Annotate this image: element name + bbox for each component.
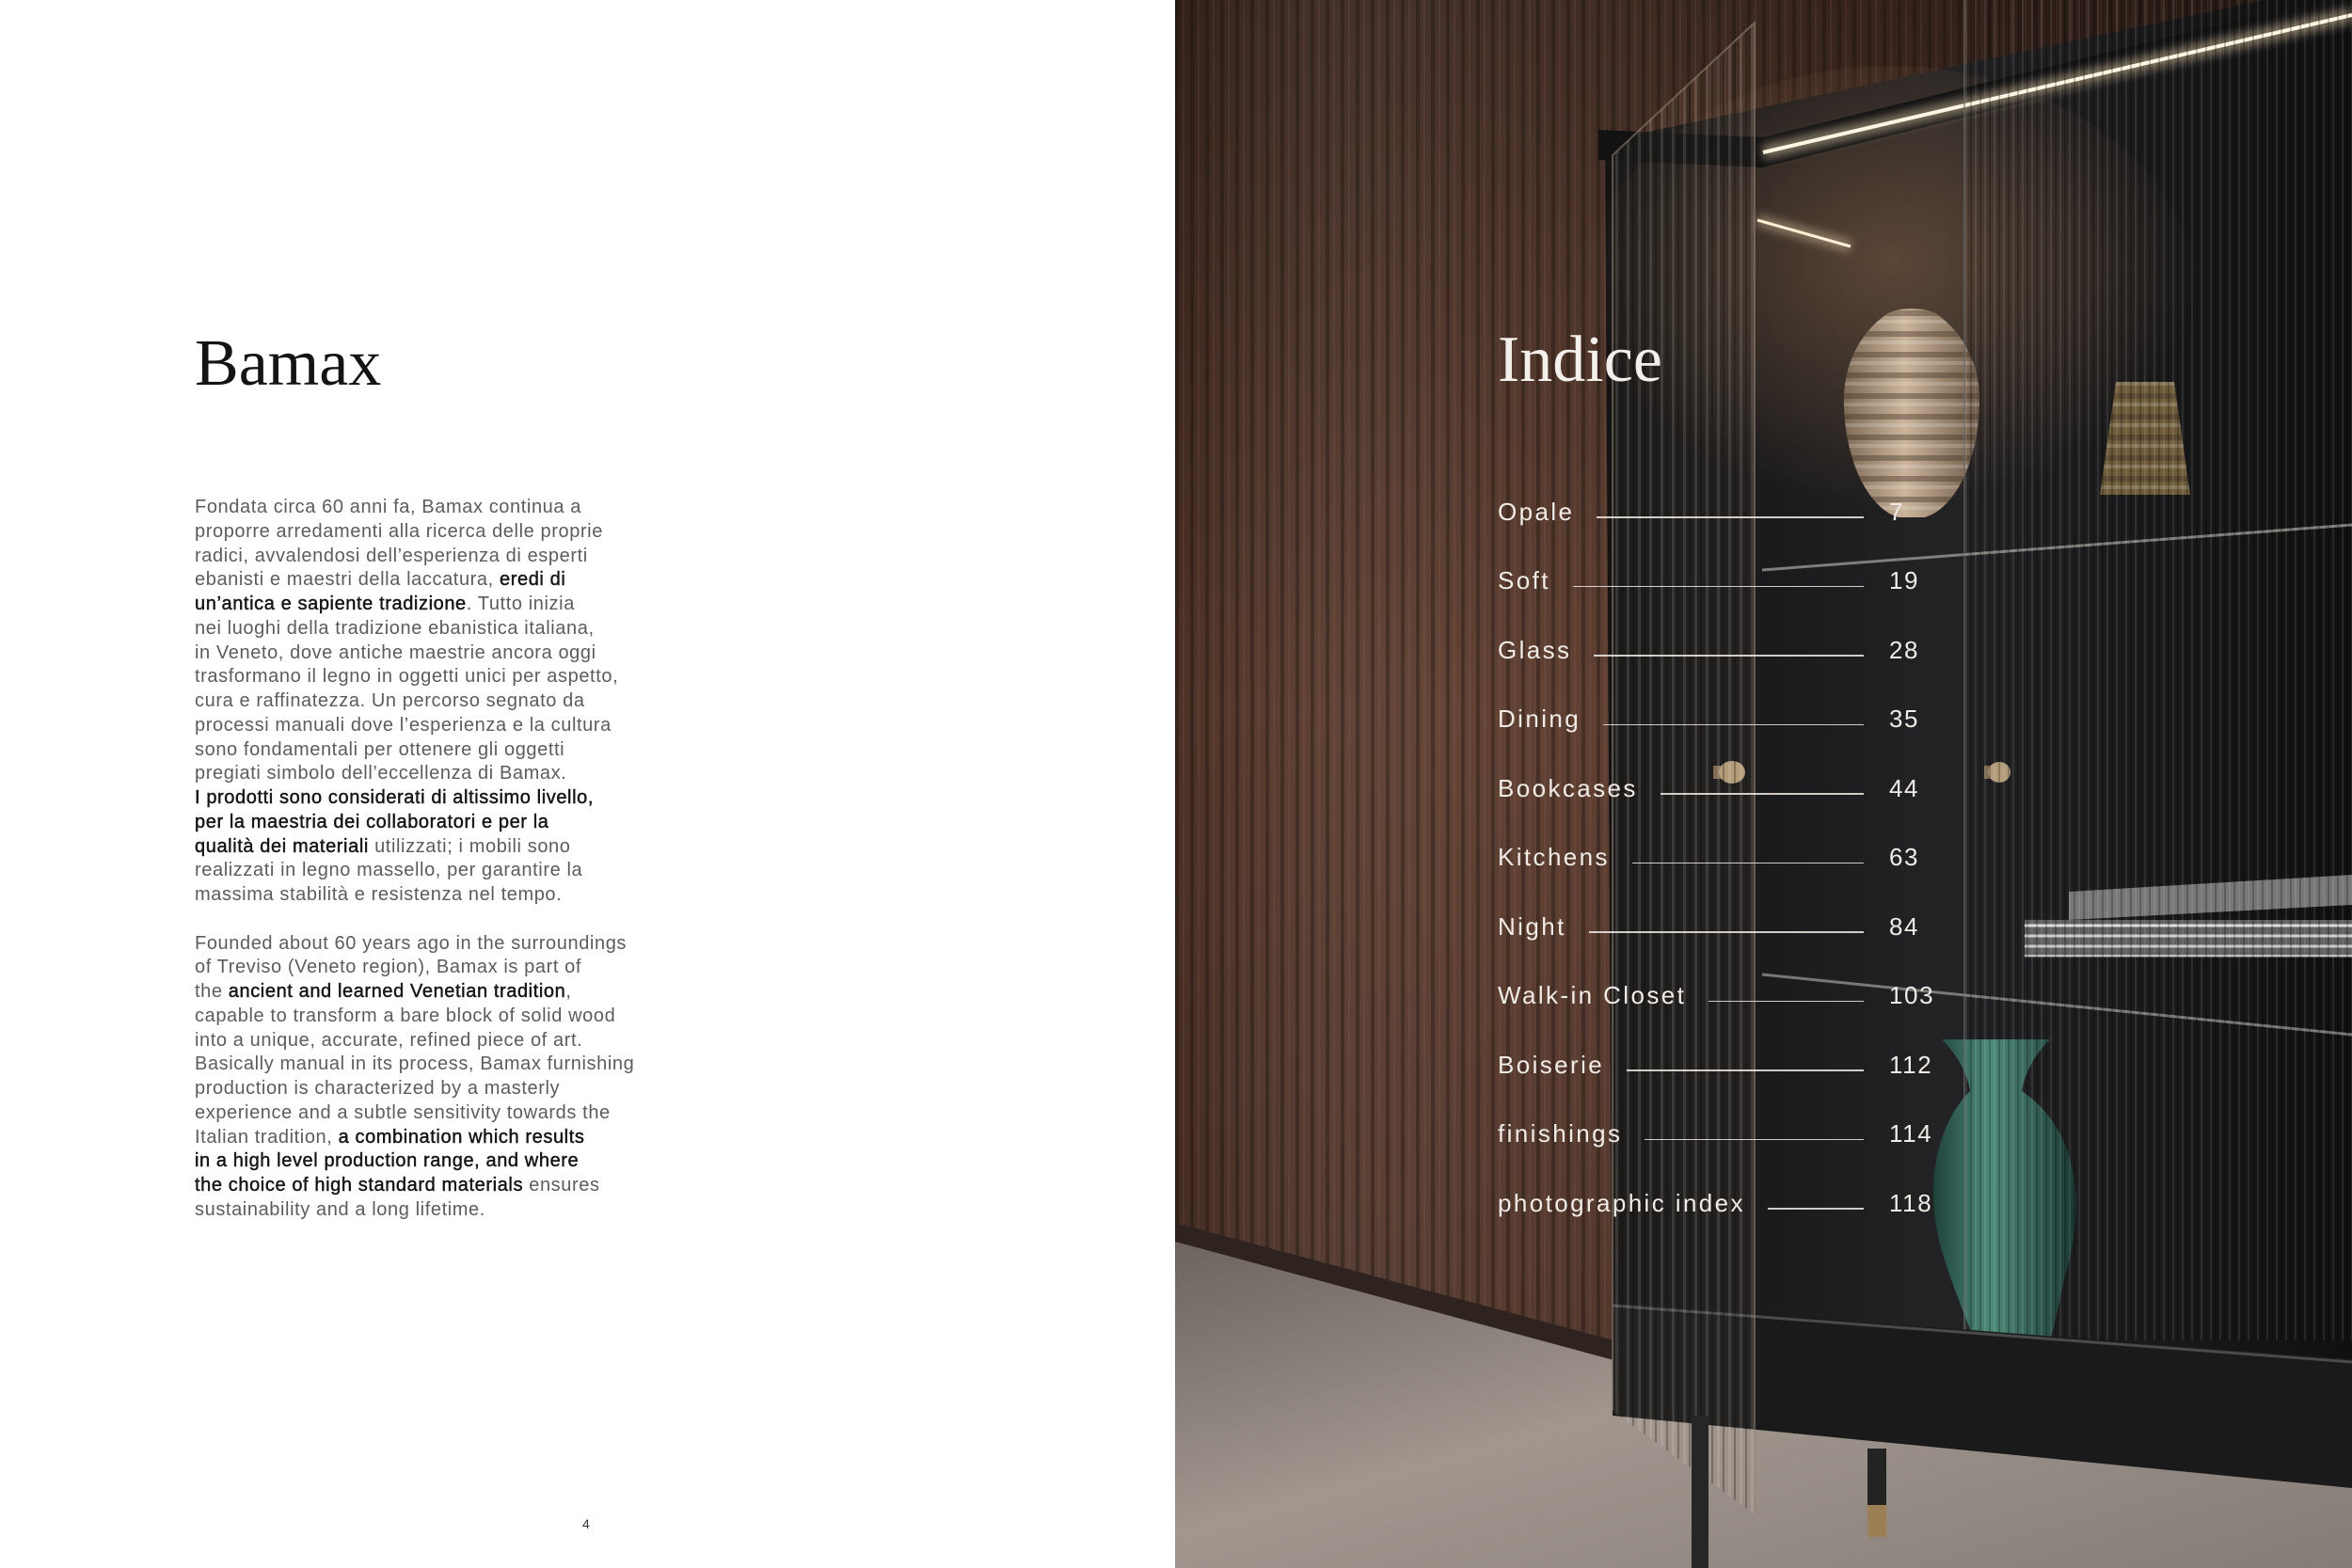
index-entry-label: finishings: [1498, 1119, 1623, 1148]
body-text-segment: pregiati simbolo dell’eccellenza di Bamax.: [195, 763, 567, 784]
index-entry-leader: [1498, 498, 1864, 526]
leader-line: [1594, 655, 1864, 657]
index-entry-leader: [1498, 981, 1864, 1009]
body-text-segment: Founded about 60 years ago in the surroundings: [195, 932, 628, 954]
index-entry-page: 35: [1889, 705, 1920, 734]
index-entry-leader: [1498, 1051, 1864, 1079]
body-text-segment: processi manuali dove l’esperienza e la cultura: [195, 714, 612, 736]
index-entry-label: Walk-in Closet: [1498, 981, 1687, 1010]
leader-line: [1708, 1001, 1864, 1003]
emphasized-text: the choice of high standard materials: [195, 1175, 524, 1196]
index-entry-opale[interactable]: [1498, 477, 2025, 546]
body-text-segment: ebanisti e maestri della laccatura,: [195, 569, 500, 591]
index-entry-soft[interactable]: [1498, 546, 2025, 615]
index-entry-leader: [1498, 912, 1864, 941]
leader-line: [1645, 1139, 1864, 1141]
text-line: [195, 738, 684, 763]
brand-title: Bamax: [195, 327, 382, 400]
text-line: [195, 786, 684, 811]
body-text-segment: into a unique, accurate, refined piece of art.: [195, 1029, 583, 1051]
index-entry-label: Opale: [1498, 497, 1575, 526]
cabinet-leg: [1692, 1416, 1708, 1568]
index-title: Indice: [1498, 324, 1662, 396]
index-entry-dining[interactable]: [1498, 684, 2025, 753]
emphasized-text: I prodotti sono considerati di altissimo livello,: [195, 787, 595, 808]
index-entry-leader: [1498, 636, 1864, 664]
index-entry-label: Night: [1498, 911, 1566, 941]
leader-line: [1632, 863, 1864, 864]
leader-line: [1603, 724, 1864, 726]
emphasized-text: a combination which results: [338, 1126, 585, 1148]
index-entry-label: Glass: [1498, 635, 1572, 664]
body-text-segment: sustainability and a long lifetime.: [195, 1198, 485, 1220]
body-text-segment: nei luoghi della tradizione ebanistica italiana,: [195, 617, 595, 639]
text-line: [195, 641, 684, 666]
body-text-segment: utilizzati; i mobili sono: [368, 835, 571, 857]
text-line: [195, 665, 684, 689]
body-text-segment: realizzati in legno massello, per garantire la: [195, 860, 583, 881]
index-entry-page: 19: [1889, 566, 1920, 595]
body-text-segment: . Tutto inizia: [466, 594, 575, 614]
emphasized-text: ancient and learned Venetian tradition: [228, 981, 566, 1002]
index-entry-leader: [1498, 1119, 1864, 1148]
text-line: [195, 1174, 684, 1198]
leader-line: [1597, 516, 1864, 518]
text-line: [195, 1101, 684, 1126]
text-line: [195, 714, 684, 738]
index-entry-page: 28: [1889, 635, 1920, 664]
body-text-segment: proporre arredamenti alla ricerca delle proprie: [195, 520, 603, 542]
index-entry-boiserie[interactable]: [1498, 1030, 2025, 1100]
cabinet-leg-foot: [1867, 1505, 1886, 1537]
text-line: [195, 689, 684, 714]
index-entry-walk-in-closet[interactable]: [1498, 960, 2025, 1030]
body-text-segment: trasformano il legno in oggetti unici per aspetto,: [195, 666, 619, 688]
index-entry-label: Kitchens: [1498, 843, 1610, 872]
index-entry-page: 84: [1889, 911, 1920, 941]
index-entry-page: 112: [1889, 1050, 1933, 1079]
text-line: [195, 568, 684, 593]
index-entry-label: Bookcases: [1498, 773, 1638, 802]
index-entry-leader: [1498, 774, 1864, 802]
index-entry-glass[interactable]: [1498, 615, 2025, 685]
index-entry-finishings[interactable]: [1498, 1099, 2025, 1168]
index-entry-page: 44: [1889, 773, 1920, 802]
left-page: [0, 0, 1175, 1568]
index-entry-label: Boiserie: [1498, 1050, 1605, 1079]
paragraph: [195, 932, 684, 1223]
text-line: [195, 811, 684, 835]
body-text-segment: capable to transform a bare block of solid wood: [195, 1005, 616, 1026]
index-entry-leader: [1498, 1189, 1864, 1217]
leader-line: [1573, 586, 1864, 588]
text-line: [195, 617, 684, 641]
index-entry-page: 118: [1889, 1188, 1933, 1217]
text-line: [195, 883, 684, 908]
cabinet-leg: [1867, 1449, 1886, 1505]
text-line: [195, 1198, 684, 1223]
body-text: [195, 496, 684, 1223]
text-line: [195, 520, 684, 545]
body-text-segment: Basically manual in its process, Bamax furnishing: [195, 1053, 635, 1075]
body-text-segment: massima stabilità e resistenza nel tempo.: [195, 884, 563, 905]
emphasized-text: un’antica e sapiente tradizione: [195, 594, 467, 614]
text-line: [195, 835, 684, 860]
text-line: [195, 1005, 684, 1029]
leader-line: [1589, 931, 1864, 933]
body-text-segment: cura e raffinatezza. Un percorso segnato da: [195, 690, 585, 711]
index-entry-page: 63: [1889, 843, 1920, 872]
page-number: 4: [582, 1516, 590, 1531]
text-line: [195, 762, 684, 786]
index-entry-label: photographic index: [1498, 1188, 1745, 1217]
text-line: [195, 1053, 684, 1077]
text-line: [195, 545, 684, 569]
text-line: [195, 496, 684, 520]
emphasized-text: eredi di: [499, 569, 566, 591]
index-entry-photographic-index[interactable]: [1498, 1168, 2025, 1238]
leader-line: [1661, 793, 1864, 795]
body-text-segment: the: [195, 981, 229, 1002]
index-entry-page: 103: [1889, 981, 1935, 1010]
emphasized-text: in a high level production range, and where: [195, 1150, 580, 1172]
text-line: [195, 956, 684, 980]
leader-line: [1627, 1069, 1864, 1071]
body-text-segment: Italian tradition,: [195, 1126, 339, 1148]
body-text-segment: ,: [565, 981, 572, 1002]
text-line: [195, 980, 684, 1005]
index-entry-kitchens[interactable]: [1498, 822, 2025, 892]
body-text-segment: production is characterized by a masterly: [195, 1078, 561, 1099]
body-text-segment: of Treviso (Veneto region), Bamax is part of: [195, 957, 582, 978]
body-text-segment: in Veneto, dove antiche maestrie ancora oggi: [195, 641, 596, 663]
table-of-contents: [1498, 477, 2025, 1238]
index-entry-leader: [1498, 566, 1864, 594]
text-line: [195, 1029, 684, 1053]
index-entry-label: Dining: [1498, 705, 1581, 734]
text-line: [195, 932, 684, 957]
text-line: [195, 859, 684, 883]
index-entry-leader: [1498, 843, 1864, 871]
index-entry-label: Soft: [1498, 566, 1550, 595]
text-line: [195, 1149, 684, 1174]
index-entry-page: 7: [1889, 497, 1905, 526]
body-text-segment: sono fondamentali per ottenere gli oggetti: [195, 738, 565, 760]
body-text-segment: experience and a subtle sensitivity towards the: [195, 1101, 611, 1123]
text-line: [195, 593, 684, 617]
body-text-segment: ensures: [523, 1175, 600, 1196]
emphasized-text: per la maestria dei collaboratori e per la: [195, 811, 549, 832]
index-entry-night[interactable]: [1498, 892, 2025, 961]
emphasized-text: qualità dei materiali: [195, 835, 369, 857]
text-line: [195, 1126, 684, 1150]
index-entry-leader: [1498, 705, 1864, 733]
body-text-segment: Fondata circa 60 anni fa, Bamax continua a: [195, 497, 581, 517]
index-entry-bookcases[interactable]: [1498, 753, 2025, 823]
text-line: [195, 1077, 684, 1101]
paragraph: [195, 496, 684, 908]
index-entry-page: 114: [1889, 1119, 1933, 1148]
body-text-segment: radici, avvalendosi dell’esperienza di esperti: [195, 545, 588, 566]
leader-line: [1768, 1208, 1864, 1210]
